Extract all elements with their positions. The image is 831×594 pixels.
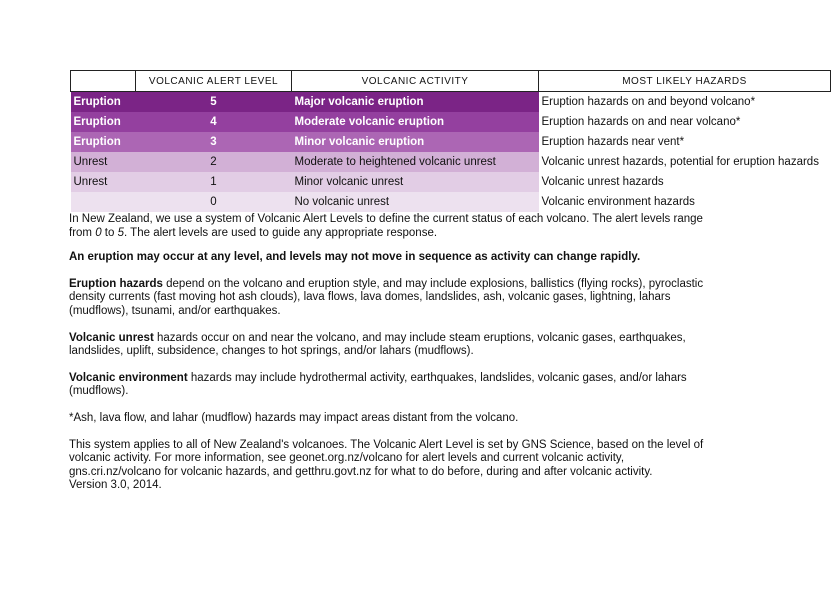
table-row xyxy=(71,132,831,152)
row-alert-level: 5 xyxy=(136,92,292,113)
row-hazard: Volcanic unrest hazards, potential for eruption hazards xyxy=(539,152,831,172)
volcanic-environment-text: hazards may include hydrothermal activity, earthquakes, landslides, volcanic gases, and/or lahars (mudflows). xyxy=(69,371,687,398)
volcanic-environment-term: Volcanic environment xyxy=(69,371,188,384)
eruption-hazards-paragraph xyxy=(69,278,709,319)
system-text: This system applies to all of New Zealand's volcanoes. The Volcanic Alert Level is set by GNS Science, based on the level of volcanic activity. For more information, see geonet.org.nz/volcano for alert levels and current volcanic activity, gns.cri.nz/volcano for volcanic hazards, and getthru.govt.nz for what to do before, during and after volcanic activity. xyxy=(69,438,704,478)
eruption-hazards-term: Eruption hazards xyxy=(69,277,163,290)
row-activity: Moderate volcanic eruption xyxy=(292,112,539,132)
volcanic-environment-paragraph xyxy=(69,372,709,399)
row-alert-level: 0 xyxy=(136,192,292,212)
row-hazard: Eruption hazards on and beyond volcano* xyxy=(539,92,831,113)
table-row xyxy=(71,112,831,132)
row-hazard: Volcanic environment hazards xyxy=(539,192,831,212)
row-status-label: Unrest xyxy=(71,172,136,192)
warning-paragraph xyxy=(69,251,709,265)
table-header-row xyxy=(71,71,831,92)
row-activity: Minor volcanic eruption xyxy=(292,132,539,152)
system-paragraph xyxy=(69,439,709,493)
row-alert-level: 2 xyxy=(136,152,292,172)
row-activity: No volcanic unrest xyxy=(292,192,539,212)
row-activity: Minor volcanic unrest xyxy=(292,172,539,192)
row-status-label: Unrest xyxy=(71,152,136,172)
warning-text: An eruption may occur at any level, and levels may not move in sequence as activity can change rapidly. xyxy=(69,251,641,264)
row-status-label xyxy=(71,192,136,212)
header-alert-level: VOLCANIC ALERT LEVEL xyxy=(136,71,292,92)
explanatory-notes xyxy=(69,213,709,506)
eruption-hazards-text: depend on the volcano and eruption style, and may include explosions, ballistics (flying rocks), pyroclastic density currents (fast moving hot ash clouds), lava flows, lava domes, landslides, ash, volcanic gases, lightning, lahars (mudflows), tsunami, and/or earthquakes. xyxy=(69,277,704,317)
intro-paragraph xyxy=(69,213,709,240)
table-row xyxy=(71,192,831,212)
row-alert-level: 4 xyxy=(136,112,292,132)
intro-five: 5 xyxy=(117,226,124,239)
intro-text: In New Zealand, we use a system of Volcanic Alert Levels to define the current status of each volcano. The alert levels range from xyxy=(69,213,703,239)
intro-to: to xyxy=(101,226,118,239)
volcanic-unrest-term: Volcanic unrest xyxy=(69,331,154,344)
header-hazards: MOST LIKELY HAZARDS xyxy=(539,71,831,92)
version-text: Version 3.0, 2014. xyxy=(69,479,162,492)
row-status-label: Eruption xyxy=(71,132,136,152)
volcanic-unrest-paragraph xyxy=(69,332,709,359)
row-hazard: Eruption hazards on and near volcano* xyxy=(539,112,831,132)
table-row xyxy=(71,92,831,113)
table-row xyxy=(71,152,831,172)
footnote-paragraph: *Ash, lava flow, and lahar (mudflow) hazards may impact areas distant from the volcano. xyxy=(69,411,519,424)
intro-zero: 0 xyxy=(95,226,102,239)
intro-after: . The alert levels are used to guide any appropriate response. xyxy=(124,226,438,239)
row-alert-level: 1 xyxy=(136,172,292,192)
volcanic-alert-table xyxy=(70,70,831,212)
row-hazard: Volcanic unrest hazards xyxy=(539,172,831,192)
row-status-label: Eruption xyxy=(71,92,136,113)
row-activity: Moderate to heightened volcanic unrest xyxy=(292,152,539,172)
table-row xyxy=(71,172,831,192)
header-volcanic-activity: VOLCANIC ACTIVITY xyxy=(292,71,539,92)
row-activity: Major volcanic eruption xyxy=(292,92,539,113)
row-status-label: Eruption xyxy=(71,112,136,132)
volcanic-unrest-text: hazards occur on and near the volcano, and may include steam eruptions, volcanic gases, earthquakes, landslides, uplift, subsidence, changes to hot springs, and/or lahars (mudflows). xyxy=(69,331,686,358)
row-hazard: Eruption hazards near vent* xyxy=(539,132,831,152)
row-alert-level: 3 xyxy=(136,132,292,152)
header-blank xyxy=(71,71,136,92)
